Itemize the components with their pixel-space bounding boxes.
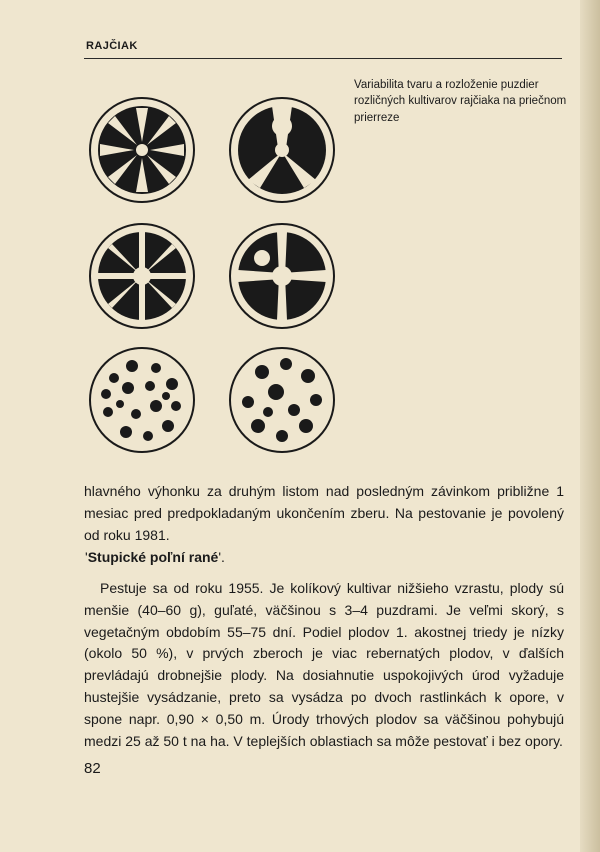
book-spine-shadow [580,0,600,852]
running-header: RAJČIAK [86,40,138,52]
cross-section-6 [230,348,334,452]
figure-caption: Variabilita tvaru a rozloženie puzdier rozličných kultivarov rajčiaka na priečnom prierreze [354,79,567,124]
cultivar-open-quote: ' [85,549,88,565]
header-rule [84,58,562,59]
cross-section-5 [90,348,194,452]
cross-section-2 [230,98,334,202]
paragraph-continuation: hlavného výhonku za druhým listom nad posledným závinkom približne 1 mesiac pred predpokladaným ukončením zberu. Na pestovanie je povolený od roku 1981. [84,483,564,543]
cross-section-3 [90,224,194,328]
tomato-cross-section-icon [76,82,346,472]
cultivar-heading [85,549,225,565]
page-number: 82 [84,760,101,777]
cross-section-4 [230,224,334,328]
cultivar-name: Stupické poľní rané [87,549,219,565]
cultivar-description: Pestuje sa od roku 1955. Je kolíkový kultivar nižšieho vzrastu, plody sú menšie (40–60 g), guľaté, väčšinou s 3–4 puzdrami. Je veľmi skorý, s vegetačným obdobím 55–75 dní. Podiel plodov 1. akostnej triedy je nízky (okolo 50 %), v prvých zberoch je viac rebernatých plodov, v ďalších prevládajú drobnejšie plody. Na dosiahnutie uspokojivých úrod vyžaduje hustejšie vysádzanie, preto sa vysádza po dvoch rastlinkách k opore, v spone napr. 0,90 × 0,50 m. Úrody trhových plodov sa väčšinou pohybujú medzi 25 až 50 t na ha. V teplejších oblastiach sa môže pestovať i bez opory. [84,580,564,749]
cross-section-1 [90,98,194,202]
cultivar-close-quote: '. [218,549,225,565]
